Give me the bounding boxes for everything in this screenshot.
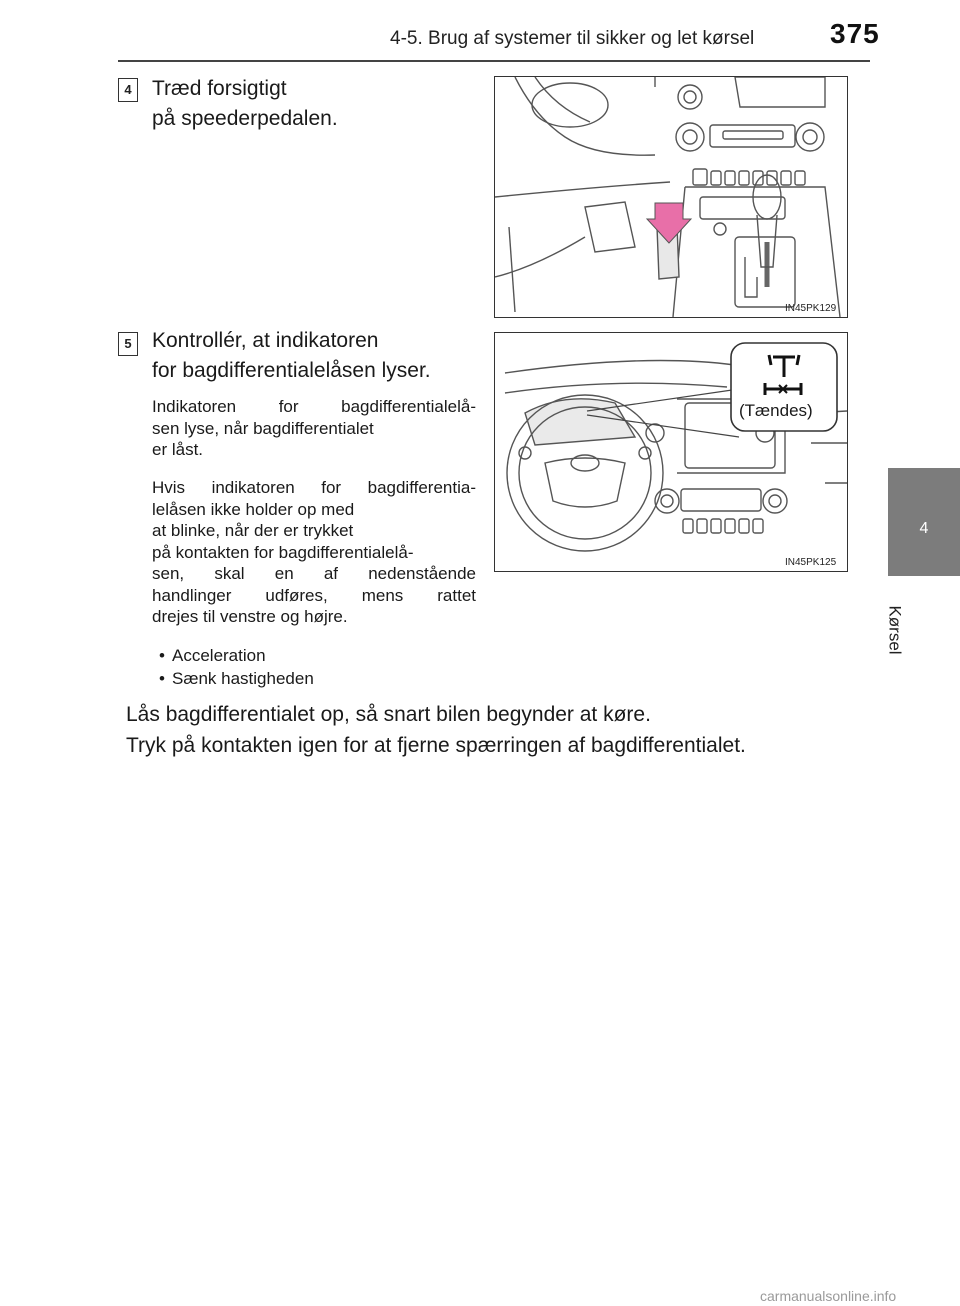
step-badge-4: 4 bbox=[118, 78, 138, 102]
note-line: handlinger udføres, mens rattet bbox=[152, 585, 476, 605]
figure-pedal bbox=[494, 76, 848, 318]
dashboard-illustration bbox=[495, 333, 847, 571]
note-line: på kontakten for bagdifferentialelå- bbox=[152, 542, 414, 562]
note-line: drejes til venstre og højre. bbox=[152, 607, 348, 626]
chapter-number: 4 bbox=[919, 520, 929, 537]
step-4-line-1: Træd forsigtigt bbox=[152, 77, 287, 100]
bullet-item bbox=[152, 645, 266, 666]
step-5-text bbox=[152, 326, 431, 386]
bullet-text: Acceleration bbox=[172, 646, 266, 665]
note-line: sen, skal en af nedenstående bbox=[152, 564, 476, 583]
figure-indicator bbox=[494, 332, 848, 572]
note-block-2 bbox=[152, 477, 476, 628]
note-line: at blinke, når der er trykket bbox=[152, 521, 354, 540]
note-line: Indikatoren for bagdifferentialelå- bbox=[152, 397, 476, 416]
bullet-dot-icon: • bbox=[159, 669, 165, 688]
closing-line-2: Tryk på kontakten igen for at fjerne spærringen af bagdifferentialet. bbox=[126, 734, 746, 757]
bullet-item bbox=[152, 668, 314, 689]
step-5-line-2: for bagdifferentialelåsen lyser. bbox=[152, 359, 431, 382]
chapter-label: Kørsel bbox=[885, 605, 905, 655]
note-line: lelåsen ikke holder op med bbox=[152, 499, 355, 519]
section-title: 4-5. Brug af systemer til sikker og let kørsel bbox=[390, 28, 755, 49]
chapter-tab bbox=[888, 468, 960, 576]
press-arrow-icon bbox=[647, 203, 691, 243]
step-4-text bbox=[152, 74, 338, 134]
note-line: er låst. bbox=[152, 440, 204, 459]
chapter-label-box bbox=[885, 590, 930, 680]
pedal-illustration bbox=[495, 77, 847, 317]
header-rule bbox=[118, 60, 870, 62]
step-4-line-2: på speederpedalen. bbox=[152, 107, 338, 130]
bullet-dot-icon: • bbox=[159, 646, 165, 665]
bullet-text: Sænk hastigheden bbox=[172, 669, 314, 688]
figure-code: IN45PK125 bbox=[785, 557, 837, 568]
figure-code: IN45PK129 bbox=[785, 303, 837, 314]
watermark: carmanualsonline.info bbox=[760, 1288, 897, 1304]
callout-label: (Tændes) bbox=[739, 401, 813, 420]
note-block-1 bbox=[152, 396, 476, 461]
step-5-line-1: Kontrollér, at indikatoren bbox=[152, 329, 379, 352]
closing-line-1: Lås bagdifferentialet op, så snart bilen begynder at køre. bbox=[126, 703, 651, 726]
note-line: Hvis indikatoren for bagdifferentia- bbox=[152, 478, 476, 497]
note-line: sen lyse, når bagdifferentialet bbox=[152, 418, 374, 438]
page-number: 375 bbox=[830, 18, 880, 49]
step-badge-5: 5 bbox=[118, 332, 138, 356]
